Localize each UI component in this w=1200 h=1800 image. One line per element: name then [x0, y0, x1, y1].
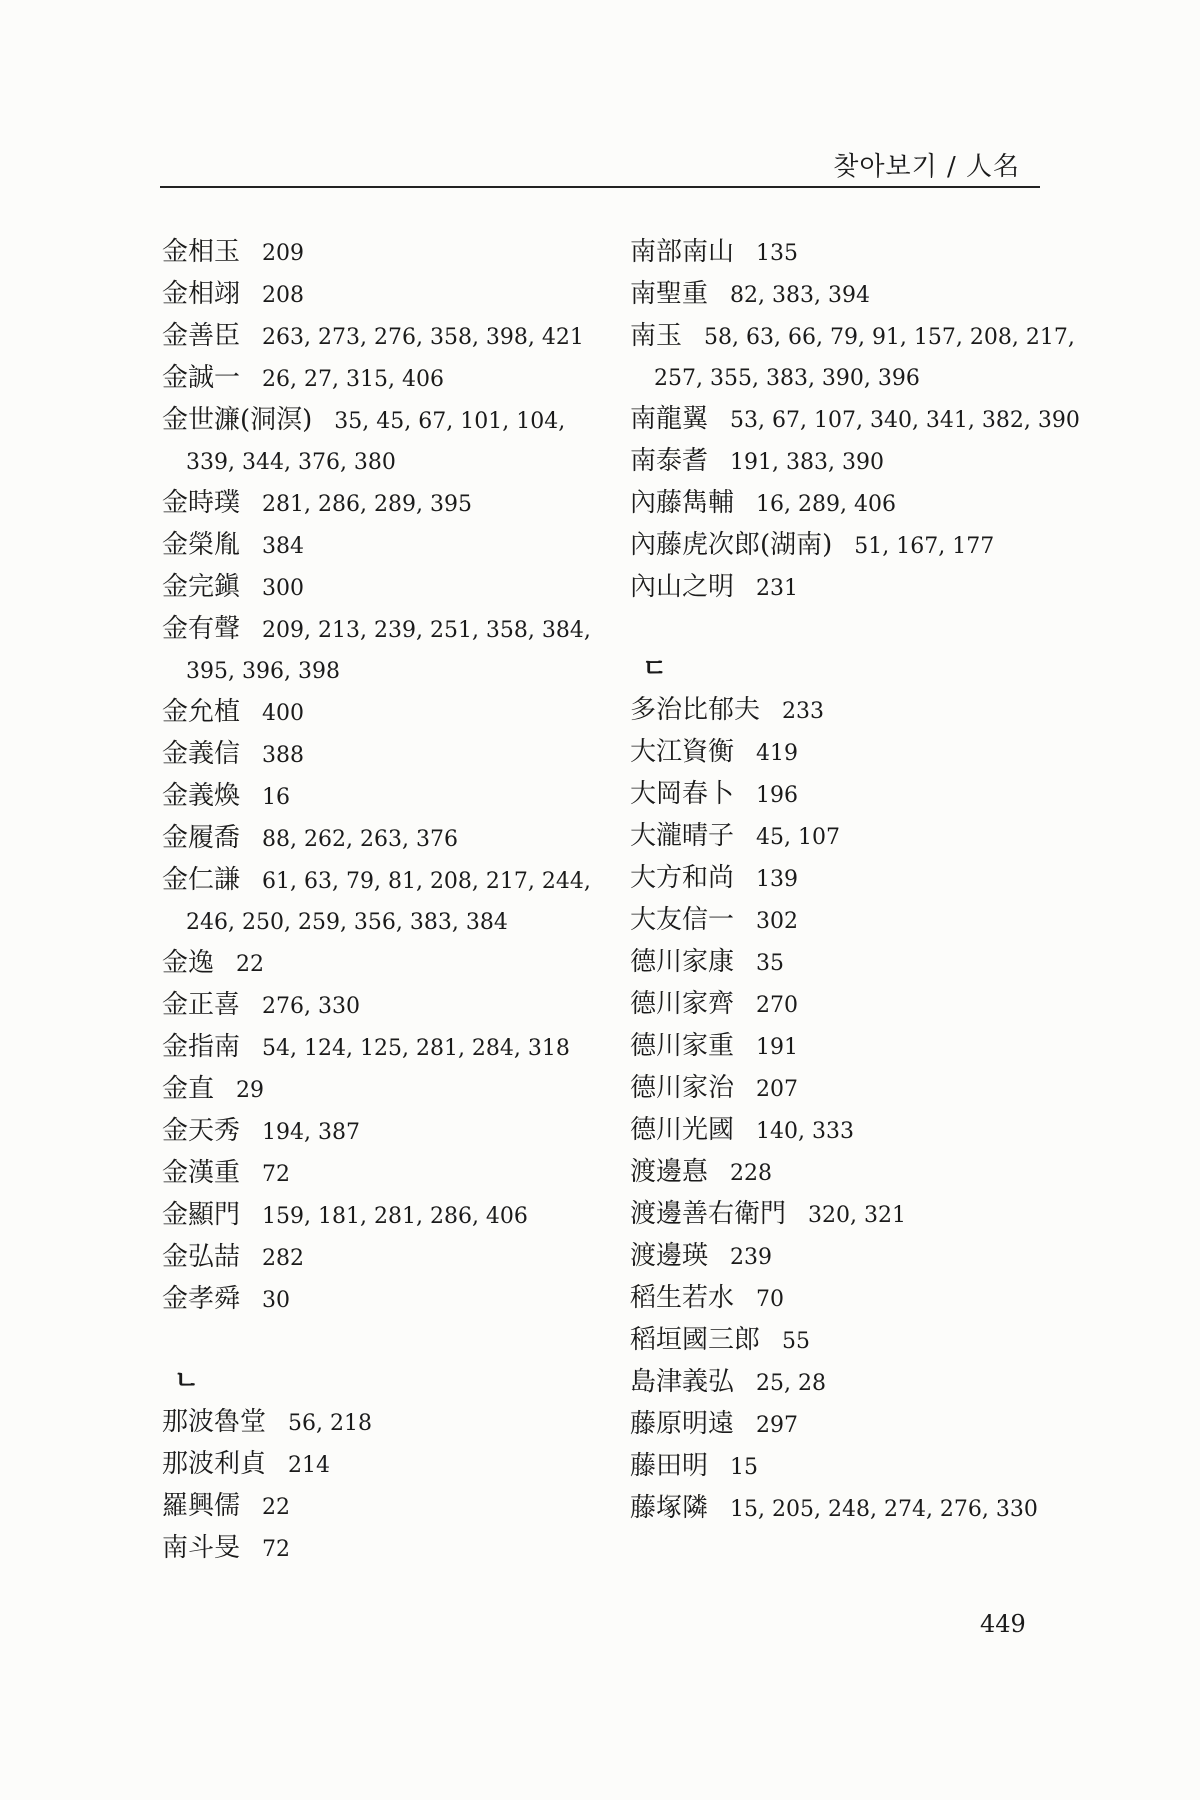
index-entry	[630, 399, 1080, 441]
entry-pages: 209	[262, 241, 305, 266]
entry-name: 德川家康	[630, 947, 735, 977]
entry-pages: 191	[756, 1035, 799, 1060]
entry-pages-continued: 339, 344, 376, 380	[186, 450, 396, 475]
entry-pages: 53, 67, 107, 340, 341, 382, 390	[730, 408, 1080, 433]
entry-name: 南聖重	[630, 279, 709, 309]
entry-pages: 35	[756, 951, 785, 976]
index-entry	[630, 232, 1070, 274]
entry-pages: 282	[262, 1246, 305, 1271]
entry-name: 金有聲	[162, 614, 241, 644]
entry-pages: 16, 289, 406	[756, 492, 896, 517]
entry-name: 金榮胤	[162, 530, 241, 560]
index-entry	[162, 1111, 602, 1153]
entry-pages: 70	[756, 1287, 785, 1312]
index-entry	[162, 1444, 602, 1486]
entry-name: 藤田明	[630, 1451, 709, 1481]
entry-name: 金正喜	[162, 990, 241, 1020]
entry-name: 渡邊惪	[630, 1157, 709, 1187]
entry-name: 金直	[162, 1074, 215, 1104]
right-column	[630, 232, 1080, 1530]
entry-name: 金仁謙	[162, 865, 241, 895]
entry-name: 大友信一	[630, 905, 735, 935]
entry-pages: 194, 387	[262, 1120, 360, 1145]
entry-pages: 228	[730, 1161, 773, 1186]
index-entry	[162, 776, 602, 818]
entry-name: 金弘喆	[162, 1242, 241, 1272]
entry-pages: 55	[782, 1329, 811, 1354]
index-entry	[162, 1069, 602, 1111]
index-entry	[630, 942, 1070, 984]
entry-name: 金孝舜	[162, 1284, 241, 1314]
index-entry	[630, 1488, 1070, 1530]
entry-name: 德川家齊	[630, 989, 735, 1019]
entry-pages: 196	[756, 783, 799, 808]
entry-name: 德川光國	[630, 1115, 735, 1145]
index-entry	[630, 567, 1070, 609]
entry-pages: 214	[288, 1453, 331, 1478]
entry-pages: 140, 333	[756, 1119, 854, 1144]
entry-name: 南斗旻	[162, 1533, 241, 1563]
entry-name: 大方和尚	[630, 863, 735, 893]
entry-pages: 22	[262, 1495, 291, 1520]
entry-name: 德川家治	[630, 1073, 735, 1103]
entry-name: 金誠一	[162, 363, 241, 393]
index-entry	[630, 1278, 1070, 1320]
index-entry	[162, 1279, 602, 1321]
header-rule	[160, 186, 1040, 188]
index-entry	[162, 567, 602, 609]
entry-pages: 270	[756, 993, 799, 1018]
index-entry	[162, 1528, 602, 1570]
entry-pages: 281, 286, 289, 395	[262, 492, 472, 517]
entry-pages: 88, 262, 263, 376	[262, 827, 458, 852]
entry-name: 藤塚隣	[630, 1493, 709, 1523]
entry-name: 南玉	[630, 321, 683, 351]
entry-name: 大江資衡	[630, 737, 735, 767]
entry-name: 金義信	[162, 739, 241, 769]
entry-name: 金允植	[162, 697, 241, 727]
entry-name: 渡邊瑛	[630, 1241, 709, 1271]
entry-pages: 400	[262, 701, 305, 726]
index-entry	[630, 525, 1070, 567]
index-entry	[162, 483, 602, 525]
index-entry	[162, 525, 602, 567]
entry-name: 藤原明遠	[630, 1409, 735, 1439]
entry-name: 大瀧晴子	[630, 821, 735, 851]
entry-pages: 233	[782, 699, 825, 724]
entry-pages: 302	[756, 909, 799, 934]
index-entry	[630, 900, 1070, 942]
entry-pages: 207	[756, 1077, 799, 1102]
entry-pages: 54, 124, 125, 281, 284, 318	[262, 1036, 570, 1061]
index-entry	[630, 984, 1070, 1026]
index-entry	[162, 316, 602, 358]
entry-name: 內山之明	[630, 572, 735, 602]
entry-pages: 22	[236, 952, 265, 977]
entry-pages: 82, 383, 394	[730, 283, 870, 308]
entry-pages: 29	[236, 1078, 265, 1103]
index-entry	[630, 732, 1070, 774]
entry-pages: 209, 213, 239, 251, 358, 384,	[262, 618, 591, 643]
entry-name: 多治比郁夫	[630, 695, 761, 725]
index-entry	[630, 1068, 1070, 1110]
entry-pages: 35, 45, 67, 101, 104,	[334, 409, 566, 434]
entry-pages: 16	[262, 785, 291, 810]
entry-pages: 72	[262, 1162, 291, 1187]
entry-pages: 135	[756, 241, 799, 266]
entry-pages-continued: 395, 396, 398	[186, 659, 340, 684]
section-heading: ㄴ	[174, 1366, 200, 1396]
index-entry	[162, 232, 602, 274]
entry-name: 內藤雋輔	[630, 488, 735, 518]
entry-pages: 208	[262, 283, 305, 308]
index-entry	[162, 609, 602, 692]
entry-pages: 56, 218	[288, 1411, 372, 1436]
index-entry	[162, 1027, 602, 1069]
index-entry	[630, 1320, 1070, 1362]
index-entry	[630, 858, 1070, 900]
index-entry	[630, 274, 1070, 316]
entry-pages: 159, 181, 281, 286, 406	[262, 1204, 528, 1229]
entry-name: 渡邊善右衛門	[630, 1199, 787, 1229]
entry-name: 金義煥	[162, 781, 241, 811]
entry-pages-continued: 246, 250, 259, 356, 383, 384	[186, 910, 508, 935]
entry-name: 金世濂(洞溟)	[162, 405, 313, 435]
index-entry	[630, 1194, 1070, 1236]
entry-pages: 384	[262, 534, 305, 559]
entry-pages: 25, 28	[756, 1371, 826, 1396]
entry-name: 那波魯堂	[162, 1407, 267, 1437]
index-entry	[630, 1404, 1070, 1446]
entry-pages: 300	[262, 576, 305, 601]
entry-pages: 297	[756, 1413, 799, 1438]
entry-pages: 419	[756, 741, 799, 766]
index-entry	[630, 1152, 1070, 1194]
entry-pages: 45, 107	[756, 825, 840, 850]
index-entry	[162, 274, 602, 316]
index-entry	[630, 483, 1070, 525]
entry-pages: 15, 205, 248, 274, 276, 330	[730, 1497, 1038, 1522]
index-entry	[162, 860, 602, 943]
entry-name: 島津義弘	[630, 1367, 735, 1397]
entry-name: 金履喬	[162, 823, 241, 853]
entry-name: 南龍翼	[630, 404, 709, 434]
entry-pages: 320, 321	[808, 1203, 906, 1228]
header-title: 찾아보기 / 人名	[833, 152, 1020, 182]
index-entry	[630, 316, 1075, 399]
index-entry	[162, 943, 602, 985]
index-entry	[630, 690, 1070, 732]
entry-name: 德川家重	[630, 1031, 735, 1061]
entry-pages: 26, 27, 315, 406	[262, 367, 444, 392]
index-entry	[162, 400, 602, 483]
entry-pages: 239	[730, 1245, 773, 1270]
entry-pages: 30	[262, 1288, 291, 1313]
index-entry	[162, 734, 602, 776]
index-entry	[630, 1236, 1070, 1278]
entry-name: 金善臣	[162, 321, 241, 351]
page-number: 449	[980, 1610, 1026, 1638]
entry-pages: 276, 330	[262, 994, 360, 1019]
entry-name: 金顯門	[162, 1200, 241, 1230]
entry-name: 金逸	[162, 948, 215, 978]
entry-name: 稻垣國三郎	[630, 1325, 761, 1355]
index-entry	[630, 1362, 1070, 1404]
index-entry	[630, 1110, 1070, 1152]
entry-pages: 139	[756, 867, 799, 892]
index-entry	[630, 774, 1070, 816]
page-header	[160, 140, 1040, 190]
entry-pages: 191, 383, 390	[730, 450, 884, 475]
index-entry	[630, 816, 1070, 858]
entry-name: 南部南山	[630, 237, 735, 267]
index-entry	[630, 1026, 1070, 1068]
entry-name: 大岡春卜	[630, 779, 735, 809]
index-entry	[162, 692, 602, 734]
entry-name: 稻生若水	[630, 1283, 735, 1313]
index-entry	[162, 1486, 602, 1528]
left-column	[162, 232, 602, 1570]
entry-pages-continued: 257, 355, 383, 390, 396	[654, 366, 920, 391]
entry-pages: 58, 63, 66, 79, 91, 157, 208, 217,	[704, 325, 1075, 350]
index-entry	[162, 1402, 602, 1444]
entry-pages: 231	[756, 576, 799, 601]
entry-pages: 388	[262, 743, 305, 768]
index-entry	[162, 985, 602, 1027]
entry-pages: 61, 63, 79, 81, 208, 217, 244,	[262, 869, 591, 894]
entry-name: 金漢重	[162, 1158, 241, 1188]
index-entry	[630, 441, 1070, 483]
entry-name: 內藤虎次郎(湖南)	[630, 530, 833, 560]
entry-name: 那波利貞	[162, 1449, 267, 1479]
entry-name: 金相翊	[162, 279, 241, 309]
index-entry	[162, 1195, 602, 1237]
entry-name: 羅興儒	[162, 1491, 241, 1521]
entry-name: 金完鎭	[162, 572, 241, 602]
entry-name: 金時璞	[162, 488, 241, 518]
section-heading: ㄷ	[642, 654, 668, 684]
entry-name: 南泰耆	[630, 446, 709, 476]
entry-name: 金指南	[162, 1032, 241, 1062]
entry-pages: 51, 167, 177	[854, 534, 995, 559]
entry-pages: 15	[730, 1455, 759, 1480]
index-entry	[162, 818, 602, 860]
entry-pages: 72	[262, 1537, 291, 1562]
index-entry	[162, 1237, 602, 1279]
index-entry	[630, 1446, 1070, 1488]
entry-name: 金相玉	[162, 237, 241, 267]
entry-pages: 263, 273, 276, 358, 398, 421	[262, 325, 584, 350]
index-entry	[162, 358, 602, 400]
entry-name: 金天秀	[162, 1116, 241, 1146]
index-entry	[162, 1153, 602, 1195]
